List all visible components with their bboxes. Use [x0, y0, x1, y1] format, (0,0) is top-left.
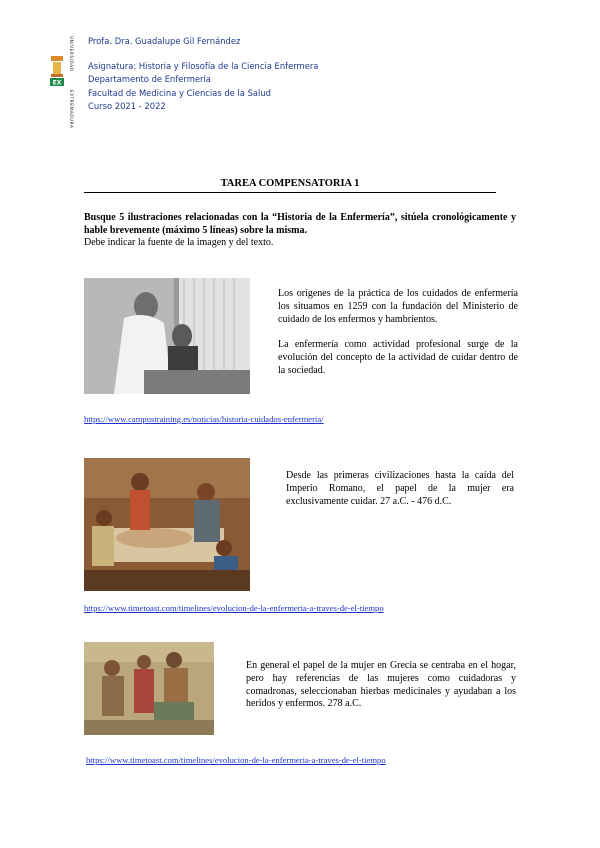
roman-scene-illustration — [84, 458, 250, 591]
entry-1-text — [278, 288, 518, 390]
entry-1-source-link[interactable]: https://www.campustraining.es/noticias/historia-cuidados-enfermeria/ — [84, 414, 324, 424]
svg-text:EX: EX — [52, 79, 62, 87]
instructions — [84, 212, 516, 250]
header-subject: Asignatura: Historia y Filosofía de la Ciencia Enfermera — [88, 61, 319, 72]
university-logo — [46, 32, 76, 128]
entry-1-paragraph-1: Los orígenes de la práctica de los cuidados de enfermería los situamos en 1259 con la fundación del Ministerio de cuidado de los enfermos y hambrientos. — [278, 288, 518, 325]
svg-text:UNIVERSIDAD: UNIVERSIDAD — [69, 36, 74, 72]
greek-fresco-illustration — [84, 642, 214, 735]
instructions-note: Debe indicar la fuente de la imagen y del texto. — [84, 237, 274, 249]
entry-3-text — [246, 660, 516, 724]
entry-2-source-link[interactable]: https://www.timetoast.com/timelines/evolucion-de-la-enfermeria-a-traves-de-el-tiempo — [84, 603, 384, 613]
title-underline — [84, 192, 496, 193]
entry-3-source-link[interactable]: https://www.timetoast.com/timelines/evolucion-de-la-enfermeria-a-traves-de-el-tiempo — [86, 755, 386, 765]
entry-2-paragraph-1: Desde las primeras civilizaciones hasta la caída del Imperio Romano, el papel de la mujer era exclusivamente cuidar. 27 a.C. - 476 d.C. — [286, 470, 514, 507]
entry-1-paragraph-2: La enfermería como actividad profesional surge de la evolución del concepto de la actividad de cuidar dentro de la sociedad. — [278, 339, 518, 376]
instructions-bold: Busque 5 ilustraciones relacionadas con la “Historia de la Enfermería”, sitúela cronológicamente y hable brevemente (máximo 5 líneas) sobre la misma. — [84, 212, 516, 236]
document-header — [88, 35, 318, 113]
svg-text:EXTREMADURA: EXTREMADURA — [69, 90, 74, 128]
entry-3-paragraph-1: En general el papel de la mujer en Grecia se centraba en el hogar, pero hay referencias de las mujeres como cuidadoras y comadronas, seleccionaban hierbas medicinales y ayudaban a los heridos y enfermos. 278 a.C. — [246, 660, 516, 710]
entry-2-text — [286, 470, 514, 521]
header-department: Departamento de Enfermería — [88, 74, 211, 85]
header-faculty: Facultad de Medicina y Ciencias de la Salud — [88, 87, 271, 98]
header-course: Curso 2021 - 2022 — [88, 100, 166, 111]
nurse-photo — [84, 278, 250, 394]
professor-name: Profa. Dra. Guadalupe Gil Fernández — [88, 36, 241, 46]
page-title: TAREA COMPENSATORIA 1 — [220, 178, 360, 189]
